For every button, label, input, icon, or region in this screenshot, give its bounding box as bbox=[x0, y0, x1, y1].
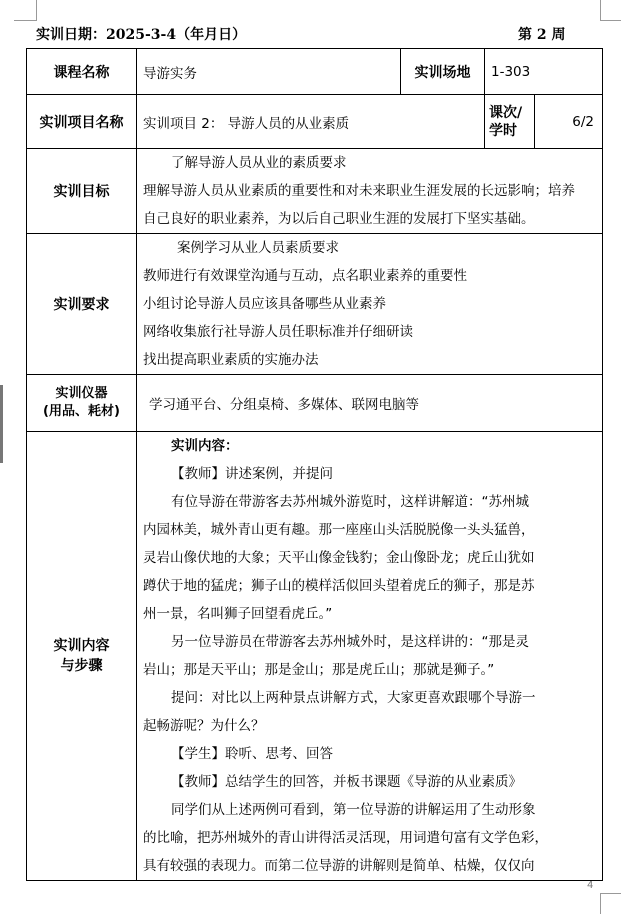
objective-line: 了解导游人员从业的素质要求 bbox=[171, 155, 347, 171]
equipment-value: 学习通平台、分组桌椅、多媒体、联网电脑等 bbox=[137, 375, 603, 432]
content-line: 【教师】总结学生的回答，并板书课题《导游的从业素质》 bbox=[171, 774, 522, 790]
page-corner-mark bbox=[600, 0, 621, 21]
content-line: 灵岩山像伏地的大象；天平山像金钱豹；金山像卧龙；虎丘山犹如 bbox=[143, 550, 535, 566]
content-label bbox=[27, 432, 137, 881]
session-value: 6/2 bbox=[535, 95, 603, 149]
page-corner-mark bbox=[600, 893, 621, 914]
content-label-line1: 实训内容 bbox=[53, 638, 110, 654]
venue-value: 1-303 bbox=[485, 49, 603, 95]
equipment-label-line2: (用品、耗材) bbox=[43, 404, 120, 419]
course-label: 课程名称 bbox=[27, 49, 137, 95]
requirements-label: 实训要求 bbox=[27, 234, 137, 375]
content-line: 州一景，名叫狮子回望看虎丘。” bbox=[143, 606, 333, 622]
row-course bbox=[27, 49, 603, 95]
requirement-line: 教师进行有效课堂沟通与互动，点名职业素养的重要性 bbox=[143, 268, 467, 284]
equipment-label bbox=[27, 375, 137, 432]
week-label: 第 2 周 bbox=[518, 27, 566, 43]
content-line: 内园林美，城外青山更有趣。那一座座山头活脱脱像一头头猛兽， bbox=[143, 522, 535, 538]
content-heading: 实训内容： bbox=[171, 438, 239, 454]
objective-label: 实训目标 bbox=[27, 149, 137, 234]
requirement-line: 网络收集旅行社导游人员任职标准并仔细研读 bbox=[143, 324, 413, 340]
scrollbar[interactable] bbox=[0, 385, 3, 463]
content-line: 同学们从上述两例可看到，第一位导游的讲解运用了生动形象 bbox=[171, 802, 536, 818]
content-label-line2: 与步骤 bbox=[60, 658, 103, 674]
content-line: 【学生】聆听、思考、回答 bbox=[171, 746, 333, 762]
content-line: 另一位导游员在带游客去苏州城外时，是这样讲的：“那是灵 bbox=[171, 634, 529, 650]
requirement-line: 案例学习从业人员素质要求 bbox=[177, 240, 339, 256]
training-table bbox=[26, 48, 603, 881]
project-label: 实训项目名称 bbox=[27, 95, 137, 149]
session-label: 课次/学时 bbox=[485, 95, 535, 149]
requirements-content bbox=[137, 234, 603, 375]
page-number: 4 bbox=[587, 880, 594, 891]
content-line: 蹲伏于地的猛虎；狮子山的模样活似回头望着虎丘的狮子，那是苏 bbox=[143, 578, 535, 594]
row-objective bbox=[27, 149, 603, 234]
requirement-line: 小组讨论导游人员应该具备哪些从业素养 bbox=[143, 296, 386, 312]
row-project bbox=[27, 95, 603, 149]
venue-label: 实训场地 bbox=[401, 49, 485, 95]
content-line: 岩山；那是天平山；那是金山；那是虎丘山；那就是狮子。” bbox=[143, 662, 495, 678]
row-equipment bbox=[27, 375, 603, 432]
course-value: 导游实务 bbox=[137, 49, 401, 95]
content-line: 【教师】讲述案例，并提问 bbox=[171, 466, 333, 482]
row-content bbox=[27, 432, 603, 881]
project-value: 实训项目 2： 导游人员的从业素质 bbox=[137, 95, 485, 149]
content-line: 有位导游在带游客去苏州城外游览时，这样讲解道：“苏州城 bbox=[171, 494, 529, 510]
page-corner-mark bbox=[14, 0, 37, 21]
objective-content bbox=[137, 149, 603, 234]
objective-line: 理解导游人员从业素质的重要性和对未来职业生涯发展的长远影响；培养 bbox=[143, 183, 575, 199]
content-line: 提问：对比以上两种景点讲解方式，大家更喜欢跟哪个导游一 bbox=[171, 690, 536, 706]
row-requirements bbox=[27, 234, 603, 375]
content-line: 的比喻，把苏州城外的青山讲得活灵活现，用词遣句富有文学色彩， bbox=[143, 830, 548, 846]
content-line: 具有较强的表现力。而第二位导游的讲解则是简单、枯燥，仅仅向 bbox=[143, 858, 535, 874]
objective-line: 自己良好的职业素养，为以后自己职业生涯的发展打下坚实基础。 bbox=[143, 211, 535, 227]
training-date: 实训日期：2025-3-4（年月日） bbox=[36, 27, 247, 43]
equipment-label-line1: 实训仪器 bbox=[55, 386, 108, 401]
requirement-line: 找出提高职业素质的实施办法 bbox=[143, 352, 319, 368]
content-body bbox=[137, 432, 603, 881]
content-line: 起畅游呢？为什么？ bbox=[143, 718, 265, 734]
